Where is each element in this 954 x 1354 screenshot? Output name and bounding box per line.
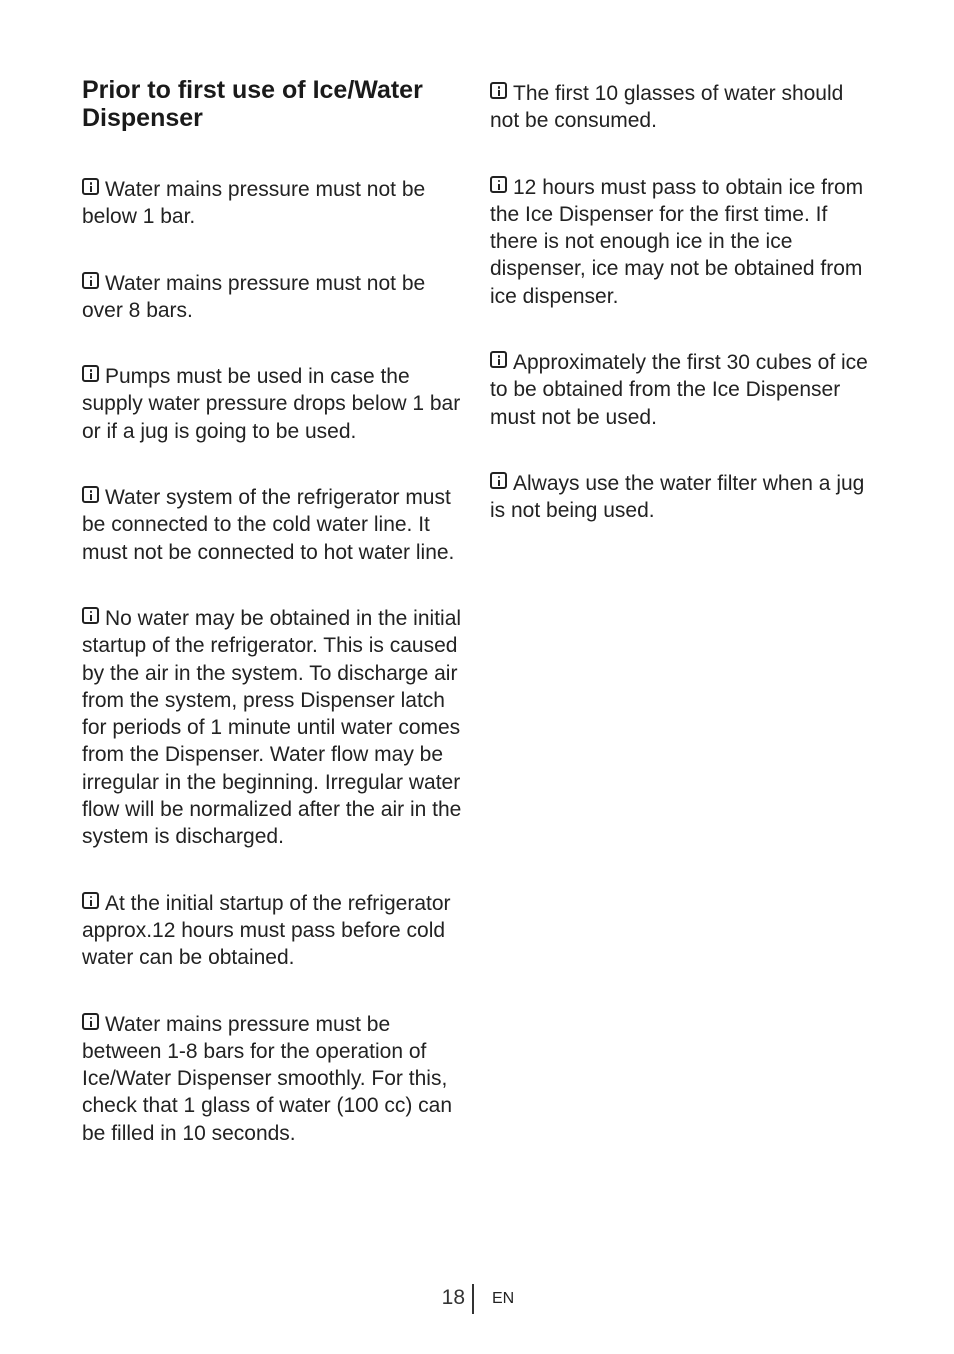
note-text: Approximately the first 30 cubes of ice to be obtained from the Ice Dispenser must not be used. [490, 351, 868, 429]
right-column [490, 76, 876, 564]
info-icon [82, 1013, 99, 1030]
note-text: Water mains pressure must not be below 1 bar. [82, 178, 426, 229]
section-heading: Prior to first use of Ice/Water Dispenser [82, 76, 423, 132]
info-icon [490, 351, 507, 368]
note-item [82, 270, 466, 325]
note-text: The first 10 glasses of water should not be consumed. [490, 82, 844, 133]
note-item [490, 349, 876, 431]
note-text: At the initial startup of the refrigerator approx.12 hours must pass before cold water can be obtained. [82, 891, 451, 970]
info-icon [82, 892, 99, 909]
note-text: Water mains pressure must be between 1-8 bars for the operation of Ice/Water Dispenser smoothly. For this, check that 1 glass of water (100 cc) can be filled in 10 seconds. [82, 1012, 453, 1145]
note-text: Water mains pressure must not be over 8 bars. [82, 271, 426, 322]
info-icon [490, 472, 507, 489]
note-item [82, 484, 466, 566]
info-icon [82, 365, 99, 382]
note-text: No water may be obtained in the initial startup of the refrigerator. This is caused by the air in the system. To discharge air from the system, press Dispenser latch for periods of 1 minute until water comes from the Dispenser. Water flow may be irregular in the beginning. Irregular water flow will be normalized after the air in the system is discharged. [82, 606, 462, 849]
note-item [82, 1011, 466, 1147]
language-code: EN [492, 1290, 515, 1307]
note-item [82, 890, 466, 972]
note-item [490, 470, 876, 525]
note-text: Water system of the refrigerator must be connected to the cold water line. It must not be connected to hot water line. [82, 486, 455, 564]
note-text: 12 hours must pass to obtain ice from the Ice Dispenser for the first time. If there is not enough ice in the ice dispenser, ice may not be obtained from ice dispenser. [490, 175, 864, 308]
info-icon [82, 178, 99, 195]
note-item [490, 80, 876, 135]
note-text: Pumps must be used in case the supply water pressure drops below 1 bar or if a jug is going to be used. [82, 365, 461, 443]
note-item [82, 605, 466, 851]
info-icon [82, 486, 99, 503]
info-icon [82, 272, 99, 289]
info-icon [82, 607, 99, 624]
note-text: Always use the water filter when a jug is not being used. [490, 471, 865, 523]
page-footer [0, 1284, 954, 1316]
note-item [82, 363, 466, 445]
footer-divider [472, 1284, 474, 1314]
left-column [82, 76, 466, 1186]
info-icon [490, 82, 507, 99]
page-number: 18 [441, 1286, 465, 1309]
info-icon [490, 176, 507, 193]
note-item [82, 176, 466, 231]
note-item [490, 174, 876, 310]
